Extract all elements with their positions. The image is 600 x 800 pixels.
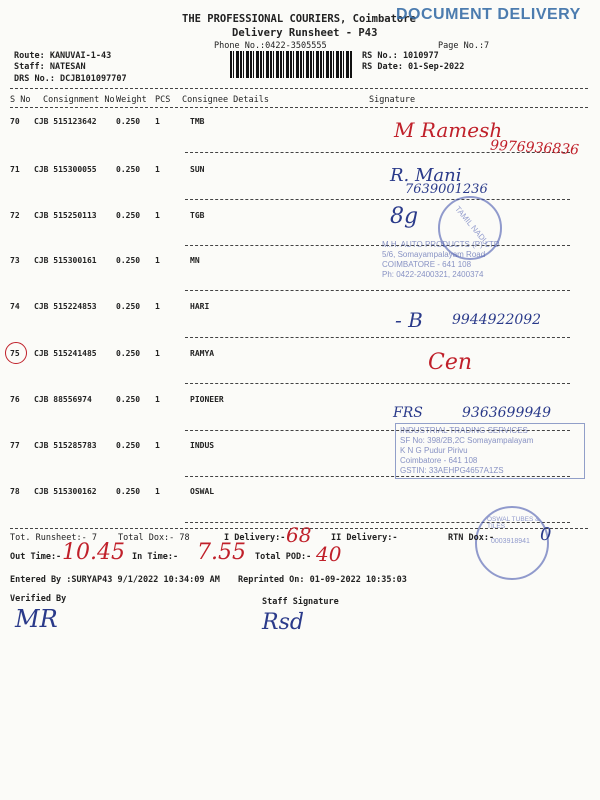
page-number: Page No.:7 [438,41,490,51]
row-consignee: OSWAL [190,487,215,496]
row-weight: 0.250 [116,165,141,174]
oswal-stamp-text: OSWAL TUBES & TILES [487,516,540,530]
i-delivery-label: I Delivery:- [224,533,286,543]
row-consignee: HARI [190,302,210,311]
i-delivery-value: 68 [286,523,312,547]
phone-number: Phone No.:0422-3505555 [214,41,327,51]
row-pcs: 1 [155,211,160,220]
rs-number: RS No.: 1010977 [362,51,439,61]
row-consignment: CJB 515241485 [34,349,97,358]
stamp-line: K N G Pudur Pirivu [400,446,468,455]
row-sno: 72 [10,211,20,220]
row-pcs: 1 [155,395,160,404]
in-time-label: In Time:- [132,552,179,562]
phone-row-76: 9363699949 [462,405,552,421]
row-consignment: CJB 515224853 [34,302,97,311]
row-consignment: CJB 515300055 [34,165,97,174]
ii-delivery-label: II Delivery:- [331,533,398,543]
row-sno: 77 [10,441,20,450]
row-weight: 0.250 [116,211,141,220]
rtn-dox-label: RTN Dox:- [448,533,495,543]
entered-by: Entered By :SURYAP43 9/1/2022 10:34:09 AM [10,575,220,585]
row-sno: 78 [10,487,20,496]
phone-row-74: 9944922092 [452,312,542,328]
row-consignee: PIONEER [190,395,224,404]
row-sno: 71 [10,165,20,174]
phone-row-71: 7639001236 [405,182,488,197]
row-consignee: TGB [190,211,205,220]
verified-by-label: Verified By [10,594,67,604]
route: Route: KANUVAI-1-43 [14,51,112,61]
row-weight: 0.250 [116,117,141,126]
row-pcs: 1 [155,117,160,126]
stamp-line: 5/6, Somayampalayam Road [382,250,486,259]
row-divider [185,337,570,338]
stamp-line: COIMBATORE - 641 108 [382,260,472,269]
signature-row-71: R. Mani [390,165,462,186]
row-consignee: SUN [190,165,205,174]
document-delivery-stamp: DOCUMENT DELIVERY [396,6,581,23]
row-sno: 73 [10,256,20,265]
barcode [230,51,352,78]
total-dox: Total Dox:- 78 [118,533,190,543]
reprinted-on: Reprinted On: 01-09-2022 10:35:03 [238,575,407,585]
row-consignment: CJB 515285783 [34,441,97,450]
col-signature: Signature [369,95,416,105]
oswal-stamp-number: 0003918941 [491,538,530,545]
stamp-line: GSTIN: 33AEHPG4657A1ZS [400,466,504,475]
row-divider [185,290,570,291]
signature-row-75: Cen [428,350,473,375]
drs-number: DRS No.: DCJB101097707 [14,74,127,84]
mh-auto-stamp [378,238,586,282]
total-pod-value: 40 [316,542,342,566]
signature-row-72: 8g [390,204,419,229]
rs-date: RS Date: 01-Sep-2022 [362,62,465,72]
row-consignment: CJB 515300161 [34,256,97,265]
col-sno: S No [10,95,31,105]
out-time-label: Out Time:- [10,552,62,562]
rtn-dox-value: 0 [540,524,552,545]
signature-row-70: M Ramesh [394,118,503,142]
row-consignee: RAMYA [190,349,215,358]
mh-round-stamp-text: TAMIL NADU [453,204,491,247]
row-weight: 0.250 [116,302,141,311]
stamp-line: Coimbatore - 641 108 [400,456,478,465]
verified-by-signature: MR [15,605,58,633]
stamp-line: Ph: 0422-2400321, 2400374 [382,270,484,279]
stamp-line: M.H. AUTO PRODUCTS (P) LTD [382,240,500,249]
in-time-value: 7.55 [197,540,246,565]
row-sno: 75 [10,349,20,358]
staff-signature-label: Staff Signature [262,597,339,607]
row-consignee: TMB [190,117,205,126]
phone-row-70: 9976936836 [489,137,580,159]
row-pcs: 1 [155,441,160,450]
row-consignment: CJB 515300162 [34,487,97,496]
row-consignment: CJB 88556974 [34,395,92,404]
row-75-circle-mark [5,342,27,364]
row-consignee: MN [190,256,200,265]
row-pcs: 1 [155,302,160,311]
out-time-value: 10.45 [62,540,125,565]
company-title: THE PROFESSIONAL COURIERS, Coimbatore [182,13,416,25]
row-consignee: INDUS [190,441,215,450]
signature-row-74: - B [395,308,423,332]
row-sno: 70 [10,117,20,126]
tot-runsheet: Tot. Runsheet:- 7 [10,533,97,543]
stamp-line: SF No: 398/2B,2C Somayampalayam [400,436,534,445]
row-weight: 0.250 [116,487,141,496]
col-pcs: PCS [155,95,171,105]
row-pcs: 1 [155,165,160,174]
staff: Staff: NATESAN [14,62,86,72]
row-weight: 0.250 [116,395,141,404]
signature-row-76: FRS [393,405,423,421]
col-consignee: Consignee Details [182,95,269,105]
total-pod-label: Total POD:- [255,552,312,562]
industrial-stamp [395,423,585,479]
row-sno: 76 [10,395,20,404]
oswal-round-stamp [475,506,552,580]
row-weight: 0.250 [116,349,141,358]
row-pcs: 1 [155,349,160,358]
row-weight: 0.250 [116,441,141,450]
runsheet-title: Delivery Runsheet - P43 [232,27,378,39]
row-divider [185,383,570,384]
row-pcs: 1 [155,487,160,496]
row-sno: 74 [10,302,20,311]
row-weight: 0.250 [116,256,141,265]
row-consignment: CJB 515123642 [34,117,97,126]
stamp-line: INDUSTRIAL TRADING SERVICES [400,426,528,435]
col-consignment: Consignment No [43,95,115,105]
row-pcs: 1 [155,256,160,265]
col-weight: Weight [116,95,147,105]
columns-divider [10,107,588,108]
header-divider [10,88,588,89]
row-divider [185,199,570,200]
row-consignment: CJB 515250113 [34,211,97,220]
staff-signature: Rsd [262,610,304,635]
